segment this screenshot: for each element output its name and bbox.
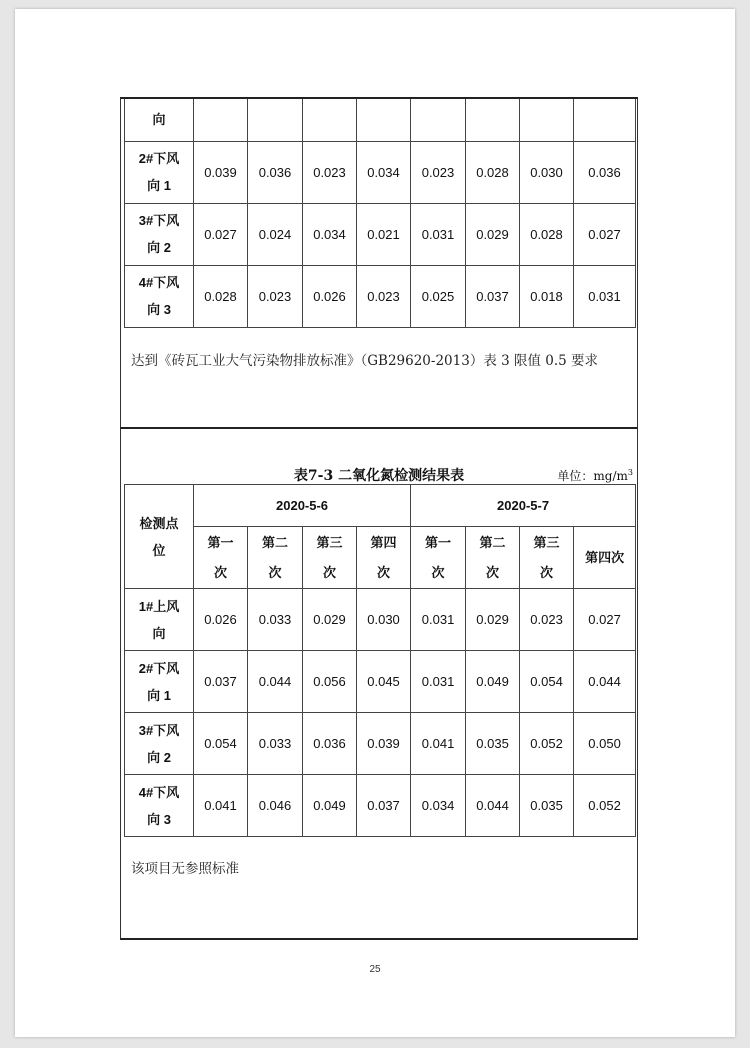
location-cell: 向 — [125, 99, 194, 141]
standard-compliance-note: 达到《砖瓦工业大气污染物排放标准》（GB29620-2013）表 3 限值 0.5 要求 — [131, 353, 599, 369]
value-cell: 0.028 — [466, 141, 520, 203]
value-cell: 0.054 — [520, 651, 574, 713]
empty-cell — [357, 99, 411, 141]
empty-cell — [411, 99, 466, 141]
value-cell: 0.034 — [357, 141, 411, 203]
time-header: 第三 次 — [303, 527, 357, 589]
table-caption: 表7-3 二氧化氮检测结果表 — [293, 468, 465, 484]
value-cell: 0.031 — [411, 651, 466, 713]
value-cell: 0.031 — [411, 589, 466, 651]
value-cell: 0.023 — [357, 265, 411, 327]
location-cell: 4#下风 向 3 — [125, 775, 194, 837]
previous-results-table — [124, 99, 636, 328]
value-cell: 0.036 — [574, 141, 636, 203]
value-cell: 0.028 — [194, 265, 248, 327]
value-cell: 0.023 — [520, 589, 574, 651]
table-row — [125, 265, 636, 327]
value-cell: 0.037 — [194, 651, 248, 713]
time-header: 第二 次 — [248, 527, 303, 589]
value-cell: 0.025 — [411, 265, 466, 327]
value-cell: 0.031 — [411, 203, 466, 265]
value-cell: 0.037 — [466, 265, 520, 327]
value-cell: 0.036 — [248, 141, 303, 203]
value-cell: 0.034 — [303, 203, 357, 265]
value-cell: 0.041 — [411, 713, 466, 775]
value-cell: 0.033 — [248, 713, 303, 775]
value-cell: 0.035 — [466, 713, 520, 775]
table-row — [125, 713, 636, 775]
value-cell: 0.039 — [357, 713, 411, 775]
table-row — [125, 203, 636, 265]
value-cell: 0.033 — [248, 589, 303, 651]
empty-cell — [303, 99, 357, 141]
value-cell: 0.030 — [520, 141, 574, 203]
value-cell: 0.052 — [520, 713, 574, 775]
value-cell: 0.041 — [194, 775, 248, 837]
value-cell: 0.021 — [357, 203, 411, 265]
value-cell: 0.029 — [466, 589, 520, 651]
time-header: 第一 次 — [411, 527, 466, 589]
value-cell: 0.049 — [303, 775, 357, 837]
unit-label: 单位：$mg/m^3$ — [557, 468, 633, 483]
empty-cell — [194, 99, 248, 141]
table-row — [125, 99, 636, 141]
value-cell: 0.046 — [248, 775, 303, 837]
table-row — [125, 651, 636, 713]
value-cell: 0.044 — [248, 651, 303, 713]
value-cell: 0.028 — [520, 203, 574, 265]
value-cell: 0.049 — [466, 651, 520, 713]
location-cell: 1#上风 向 — [125, 589, 194, 651]
time-header: 第四次 — [574, 527, 636, 589]
value-cell: 0.030 — [357, 589, 411, 651]
time-header: 第四 次 — [357, 527, 411, 589]
value-cell: 0.027 — [574, 203, 636, 265]
time-header: 第二 次 — [466, 527, 520, 589]
time-header: 第一 次 — [194, 527, 248, 589]
value-cell: 0.029 — [303, 589, 357, 651]
value-cell: 0.045 — [357, 651, 411, 713]
value-cell: 0.031 — [574, 265, 636, 327]
table-continuation-block — [120, 97, 638, 429]
value-cell: 0.054 — [194, 713, 248, 775]
no-standard-note: 该项目无参照标准 — [131, 861, 239, 877]
empty-cell — [574, 99, 636, 141]
header-row-dates — [125, 485, 636, 527]
value-cell: 0.056 — [303, 651, 357, 713]
location-cell: 3#下风 向 2 — [125, 713, 194, 775]
value-cell: 0.036 — [303, 713, 357, 775]
value-cell: 0.026 — [194, 589, 248, 651]
header-row-times — [125, 527, 636, 589]
time-header: 第三 次 — [520, 527, 574, 589]
location-cell: 3#下风 向 2 — [125, 203, 194, 265]
value-cell: 0.023 — [248, 265, 303, 327]
location-cell: 2#下风 向 1 — [125, 141, 194, 203]
no2-table-block — [120, 427, 638, 940]
location-cell: 4#下风 向 3 — [125, 265, 194, 327]
value-cell: 0.027 — [574, 589, 636, 651]
value-cell: 0.027 — [194, 203, 248, 265]
table-row — [125, 141, 636, 203]
date-header: 2020-5-7 — [411, 485, 636, 527]
empty-cell — [248, 99, 303, 141]
value-cell: 0.044 — [574, 651, 636, 713]
value-cell: 0.037 — [357, 775, 411, 837]
location-header: 检测点 位 — [125, 485, 194, 589]
value-cell: 0.023 — [303, 141, 357, 203]
no2-results-table — [124, 484, 636, 837]
table-row — [125, 589, 636, 651]
table-row — [125, 775, 636, 837]
value-cell: 0.044 — [466, 775, 520, 837]
value-cell: 0.024 — [248, 203, 303, 265]
value-cell: 0.023 — [411, 141, 466, 203]
value-cell: 0.035 — [520, 775, 574, 837]
value-cell: 0.034 — [411, 775, 466, 837]
value-cell: 0.050 — [574, 713, 636, 775]
location-cell: 2#下风 向 1 — [125, 651, 194, 713]
value-cell: 0.026 — [303, 265, 357, 327]
empty-cell — [466, 99, 520, 141]
value-cell: 0.018 — [520, 265, 574, 327]
value-cell: 0.039 — [194, 141, 248, 203]
page-number: 25 — [369, 964, 381, 975]
value-cell: 0.029 — [466, 203, 520, 265]
empty-cell — [520, 99, 574, 141]
value-cell: 0.052 — [574, 775, 636, 837]
date-header: 2020-5-6 — [194, 485, 411, 527]
